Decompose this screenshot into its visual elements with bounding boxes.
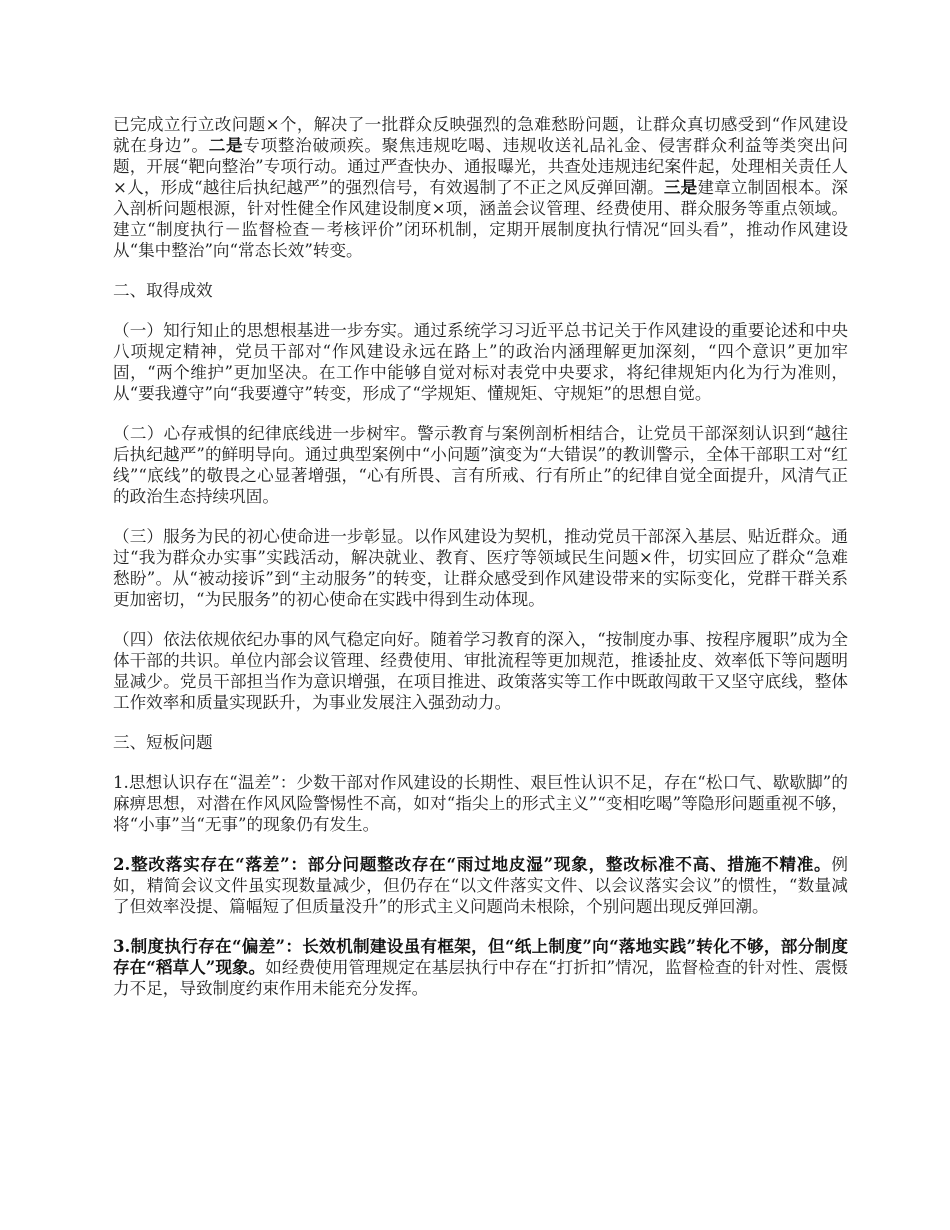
text-run: 1.思想认识存在“温差”：少数干部对作风建设的长期性、艰巨性认识不足，存在“松口气、歇歇脚”的麻痹思想，对潜在作风风险警惕性不高，如对“指尖上的形式主义”“变相吃喝”等隐形问题重视不够，将“小事”当“无事”的现象仍有发生。	[113, 773, 848, 834]
section-heading-achievements	[113, 280, 848, 301]
text-run: （一）知行知止的思想根基进一步夯实。通过系统学习习近平总书记关于作风建设的重要论述和中央八项规定精神，党员干部对“作风建设永远在路上”的政治内涵理解更加深刻，“四个意识”更加牢固，“两个维护”更加坚决。在工作中能够自觉对标对表党中央要求，将纪律规矩内化为行为准则，从“要我遵守”向“我要遵守”转变，形成了“学规矩、懂规矩、守规矩”的思想自觉。	[113, 321, 848, 403]
text-run: 建章立制固根本。深入剖析问题根源，针对性健全作风建设制度×项，涵盖会议管理、经费使用、群众服务等重点领域。建立“制度执行－监督检查－考核评价”闭环机制，定期开展制度执行情况“回头看”，推动作风建设从“集中整治”向“常态长效”转变。	[113, 178, 849, 260]
text-run: 专项整治破顽疾。聚焦违规吃喝、违规收送礼品礼金、侵害群众利益等类突出问题，开展“靶向整治”专项行动。通过严查快办、通报曝光，共查处违规违纪案件起，处理相关责任人×人，形成“越往后执纪越严”的强烈信号，有效遏制了不正之风反弹回潮。	[113, 136, 849, 197]
section-heading-shortcomings	[113, 732, 848, 753]
paragraph-achievement-3	[113, 526, 848, 610]
paragraph-rectification-measures	[113, 114, 848, 261]
bold-lead: 2.整改落实存在“落差”：部分问题整改存在“雨过地皮湿”现象，整改标准不高、措施不精准。	[113, 854, 832, 874]
text-run: （三）服务为民的初心使命进一步彰显。以作风建设为契机，推动党员干部深入基层、贴近群众。通过“我为群众办实事”实践活动，解决就业、教育、医疗等领域民生问题×件，切实回应了群众“急难愁盼”。从“被动接诉”到“主动服务”的转变，让群众感受到作风建设带来的实际变化，党群干群关系更加密切，“为民服务”的初心使命在实践中得到生动体现。	[113, 527, 848, 609]
heading-text: 二、取得成效	[113, 281, 213, 300]
paragraph-achievement-1	[113, 320, 848, 404]
text-run: （四）依法依规依纪办事的风气稳定向好。随着学习教育的深入，“按制度办事、按程序履职”成为全体干部的共识。单位内部会议管理、经费使用、审批流程等更加规范，推诿扯皮、效率低下等问题明显减少。党员干部担当作为意识增强，在项目推进、政策落实等工作中既敢闯敢干又坚守底线，整体工作效率和质量实现跃升，为事业发展注入强劲动力。	[113, 630, 848, 712]
bold-lead: 二是	[208, 135, 244, 155]
document-page	[113, 114, 848, 1018]
paragraph-shortcoming-1	[113, 772, 848, 835]
text-run: 如经费使用管理规定在基层执行中存在“打折扣”情况，监督检查的针对性、震慑力不足，导致制度约束作用未能充分发挥。	[113, 958, 849, 998]
paragraph-shortcoming-3	[113, 936, 848, 999]
paragraph-achievement-4	[113, 629, 848, 713]
heading-text: 三、短板问题	[113, 733, 213, 752]
text-run: 例如，精简会议文件虽实现数量减少，但仍存在“以文件落实文件、以会议落实会议”的惯性，“数量减了但效率没提、篇幅短了但质量没升”的形式主义问题尚未根除，个别问题出现反弹回潮。	[113, 855, 848, 916]
paragraph-achievement-2	[113, 423, 848, 507]
bold-lead: 三是	[663, 177, 698, 197]
text-run: 已完成立行立改问题×个，解决了一批群众反映强烈的急难愁盼问题，让群众真切感受到“作风建设就在身边”。	[113, 115, 848, 155]
paragraph-shortcoming-2	[113, 854, 848, 917]
bold-lead: 3.制度执行存在“偏差”：长效机制建设虽有框架，但“纸上制度”向“落地实践”转化不够，部分制度存在“稻草人”现象。	[113, 936, 848, 977]
text-run: （二）心存戒惧的纪律底线进一步树牢。警示教育与案例剖析相结合，让党员干部深刻认识到“越往后执纪越严”的鲜明导向。通过典型案例中“小问题”演变为“大错误”的教训警示，全体干部职工对“红线”“底线”的敬畏之心显著增强，“心有所畏、言有所戒、行有所止”的纪律自觉全面提升，风清气正的政治生态持续巩固。	[113, 424, 848, 506]
